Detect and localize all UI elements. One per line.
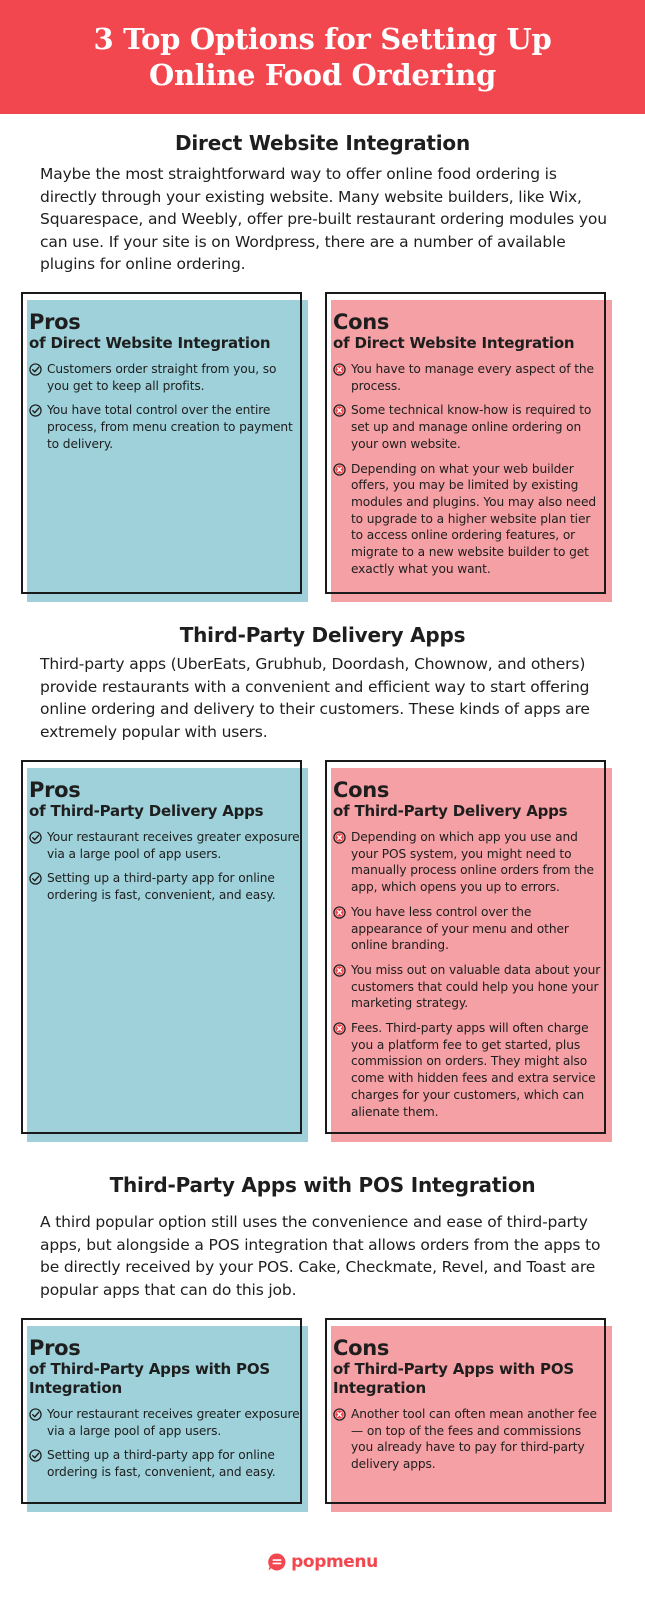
pros-subheading: of Third-Party Delivery Apps xyxy=(29,802,264,820)
cons-heading: Cons xyxy=(333,310,390,334)
con-item-text: You have to manage every aspect of the process. xyxy=(351,362,594,393)
section-title-pos-integration: Third-Party Apps with POS Integration xyxy=(109,1173,536,1197)
pros-card-third-party xyxy=(21,760,302,1134)
pros-list xyxy=(29,1406,302,1481)
x-circle-icon xyxy=(333,1022,346,1035)
pros-card-pos-integration xyxy=(21,1318,302,1504)
x-circle-icon xyxy=(333,363,346,376)
logo-wordmark: popmenu xyxy=(291,1552,378,1572)
pros-heading: Pros xyxy=(29,1336,81,1360)
page-title-line-2: Online Food Ordering xyxy=(149,58,496,92)
con-item-text: Depending on what your web builder offers, you may be limited by existing modules and plugins. You may also need to upgrade to a higher website plan tier to access online ordering features, or migrate to a new website builder to get exactly what you want. xyxy=(351,461,596,576)
x-circle-icon xyxy=(333,404,346,417)
section-intro-third-party: Third-party apps (UberEats, Grubhub, Doordash, Chownow, and others) provide restaurants with a convenient and efficient way to start offering online ordering and delivery to their customers. These kinds of apps are extremely popular with users. xyxy=(40,655,590,741)
con-item-text: Another tool can often mean another fee — on top of the fees and commissions you already have to pay for third-party delivery apps. xyxy=(351,1407,597,1472)
cons-heading: Cons xyxy=(333,1336,390,1360)
pro-item-text: You have total control over the entire process, from menu creation to payment to delivery. xyxy=(47,403,293,451)
con-list-item xyxy=(333,461,606,578)
section-title-direct-website: Direct Website Integration xyxy=(174,131,470,155)
cons-card-third-party xyxy=(325,760,606,1134)
pros-heading: Pros xyxy=(29,310,81,334)
pros-card-direct-website xyxy=(21,292,302,594)
cons-subheading: of Third-Party Apps with POS Integration xyxy=(333,1360,574,1397)
check-circle-icon xyxy=(29,363,42,376)
con-item-text: You miss out on valuable data about your customers that could help you hone your marketing strategy. xyxy=(351,962,601,1011)
pro-list-item xyxy=(29,1447,302,1480)
check-circle-icon xyxy=(29,1408,42,1421)
pro-item-text: Your restaurant receives greater exposure via a large pool of app users. xyxy=(47,830,300,861)
cons-list xyxy=(333,1406,606,1473)
check-circle-icon xyxy=(29,404,42,417)
con-item-text: Some technical know-how is required to set up and manage online ordering on your own website. xyxy=(351,403,592,451)
con-list-item xyxy=(333,1020,606,1120)
con-item-text: Depending on which app you use and your POS system, you might need to manually process online orders from the app, which opens you up to errors. xyxy=(351,830,594,895)
section-intro-pos-integration: A third popular option still uses the convenience and ease of third-party apps, but alongside a POS integration that allows orders from the apps to be directly received by your POS. Cake, Checkmate, Revel, and Toast are popular apps that can do this job. xyxy=(40,1213,601,1299)
check-circle-icon xyxy=(29,872,42,885)
con-item-text: You have less control over the appearance of your menu and other online branding. xyxy=(351,904,569,953)
pro-item-text: Setting up a third-party app for online ordering is fast, convenient, and easy. xyxy=(47,1448,276,1480)
check-circle-icon xyxy=(29,1449,42,1462)
pro-list-item xyxy=(29,870,302,903)
section-title-third-party: Third-Party Delivery Apps xyxy=(179,623,466,647)
con-list-item xyxy=(333,962,606,1012)
x-circle-icon xyxy=(333,906,346,919)
con-list-item xyxy=(333,904,606,954)
pros-subheading: of Third-Party Apps with POS Integration xyxy=(29,1360,270,1397)
chat-bubble-icon xyxy=(267,1552,287,1572)
page-title-line-1: 3 Top Options for Setting Up xyxy=(93,22,552,56)
x-circle-icon xyxy=(333,1408,346,1421)
cons-subheading: of Third-Party Delivery Apps xyxy=(333,802,568,820)
pros-subheading: of Direct Website Integration xyxy=(29,334,271,352)
pro-list-item xyxy=(29,402,302,452)
title-banner xyxy=(0,0,645,114)
cons-list xyxy=(333,829,606,1120)
section-intro-direct-website: Maybe the most straightforward way to offer online food ordering is directly through your existing website. Many website builders, like Wix, Squarespace, and Weebly, offer pre-built restaurant ordering modules you can use. If your site is on Wordpress, there are a number of available plugins for online ordering. xyxy=(40,165,607,273)
cons-card-pos-integration xyxy=(325,1318,606,1504)
popmenu-logo xyxy=(0,1552,645,1576)
pro-item-text: Your restaurant receives greater exposure via a large pool of app users. xyxy=(47,1407,300,1438)
pros-list xyxy=(29,829,302,904)
pro-list-item xyxy=(29,1406,302,1439)
x-circle-icon xyxy=(333,964,346,977)
check-circle-icon xyxy=(29,831,42,844)
x-circle-icon xyxy=(333,831,346,844)
pro-list-item xyxy=(29,829,302,862)
pro-item-text: Customers order straight from you, so you get to keep all profits. xyxy=(47,362,277,393)
x-circle-icon xyxy=(333,463,346,476)
cons-card-direct-website xyxy=(325,292,606,594)
cons-list xyxy=(333,361,606,577)
con-item-text: Fees. Third-party apps will often charge you a platform fee to get started, plus commission on orders. They might also come with hidden fees and extra service charges for your customers, which can alienate them. xyxy=(351,1021,596,1119)
pros-heading: Pros xyxy=(29,778,81,802)
pros-list xyxy=(29,361,302,453)
pro-list-item xyxy=(29,361,302,394)
con-list-item xyxy=(333,829,606,896)
con-list-item xyxy=(333,1406,606,1473)
con-list-item xyxy=(333,402,606,452)
cons-heading: Cons xyxy=(333,778,390,802)
cons-subheading: of Direct Website Integration xyxy=(333,334,575,352)
con-list-item xyxy=(333,361,606,394)
pro-item-text: Setting up a third-party app for online ordering is fast, convenient, and easy. xyxy=(47,871,276,903)
